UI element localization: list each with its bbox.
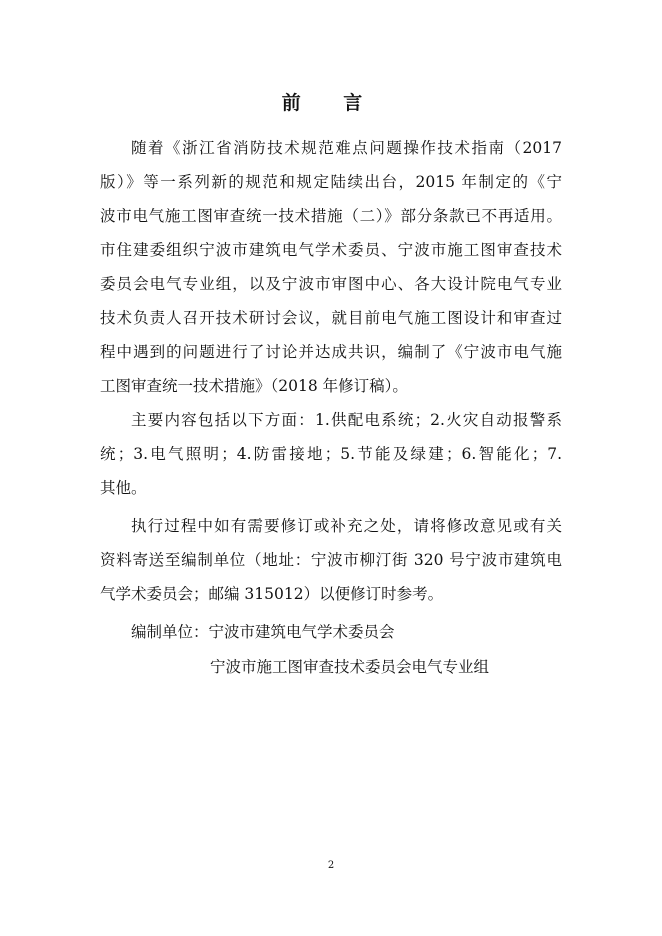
paragraph-2-line-3: 其他。 (100, 479, 147, 497)
paragraph-3-line-1: 执行过程中如有需要修订或补充之处，请将修改意见或有关 (131, 517, 562, 535)
paragraph-3-line-3: 气学术委员会；邮编 315012）以便修订时参考。 (100, 585, 444, 603)
paragraph-1-line-2: 版）》等一系列新的规范和规定陆续出台，2015 年制定的《宁 (100, 173, 562, 191)
paragraph-2-line-1: 主要内容包括以下方面：1.供配电系统；2.火灾自动报警系 (131, 411, 562, 429)
paragraph-1-line-3: 波市电气施工图审查统一技术措施（二）》部分条款已不再适用。 (100, 207, 562, 225)
paragraph-1-line-4: 市住建委组织宁波市建筑电气学术委员、宁波市施工图审查技术 (100, 241, 562, 259)
compiler-unit-line-2: 宁波市施工图审查技术委员会电气专业组 (210, 658, 490, 676)
paragraph-3-line-2: 资料寄送至编制单位（地址：宁波市柳汀街 320 号宁波市建筑电 (100, 551, 562, 569)
compiler-unit-line-1: 编制单位：宁波市建筑电气学术委员会 (131, 623, 395, 641)
paragraph-1-line-6: 技术负责人召开技术研讨会议，就目前电气施工图设计和审查过 (100, 309, 562, 327)
paragraph-1-line-7: 程中遇到的问题进行了讨论并达成共识，编制了《宁波市电气施 (100, 343, 562, 361)
paragraph-1-line-1: 随着《浙江省消防技术规范难点问题操作技术指南（2017 (131, 139, 562, 157)
page-title: 前 言 (281, 92, 381, 114)
page-number: 2 (327, 860, 335, 871)
paragraph-1-line-5: 委员会电气专业组，以及宁波市审图中心、各大设计院电气专业 (100, 275, 562, 293)
paragraph-2-line-2: 统；3.电气照明；4.防雷接地；5.节能及绿建；6.智能化；7. (100, 445, 562, 463)
paragraph-1-line-8: 工图审查统一技术措施》（2018 年修订稿）。 (100, 377, 408, 395)
